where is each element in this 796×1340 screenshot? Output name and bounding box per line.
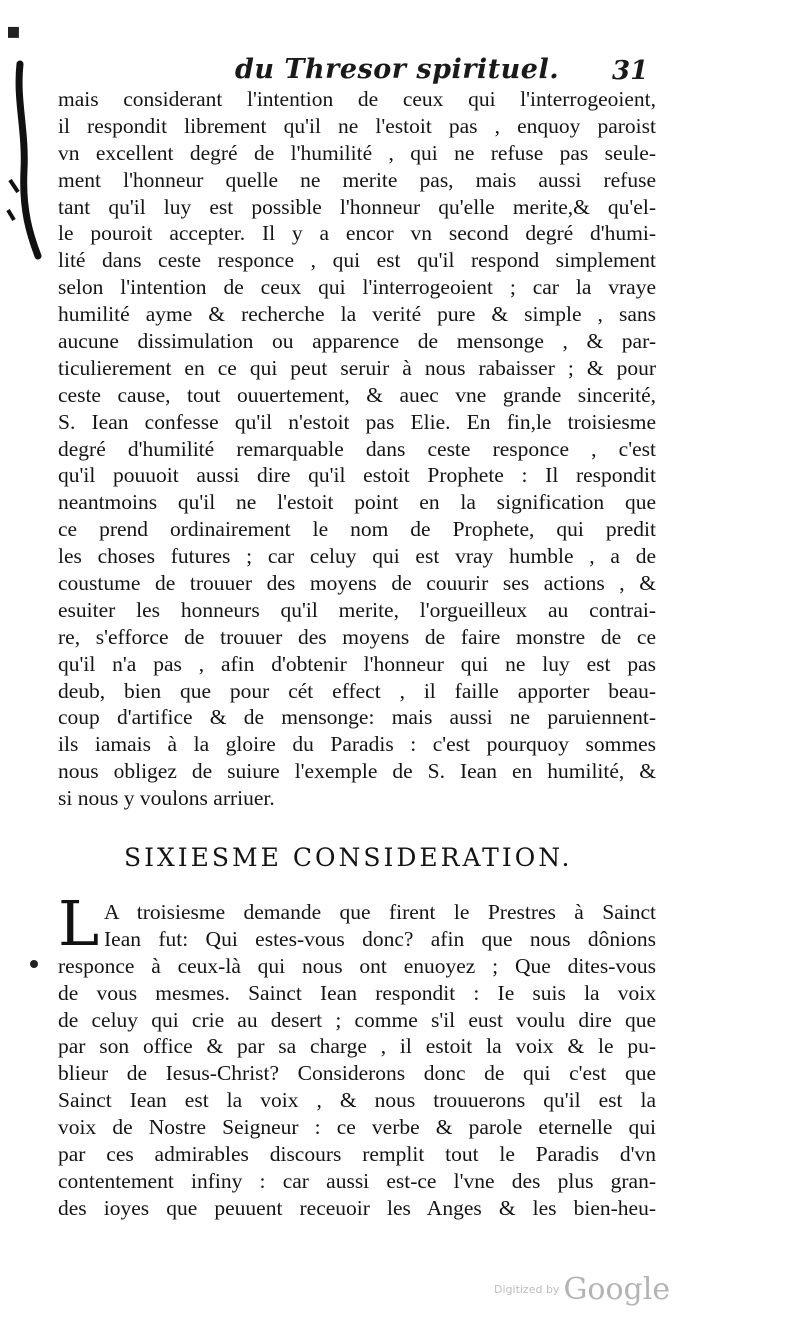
text-line: ceste cause, tout ouuertement, & auec vne grande sincerité,	[58, 382, 656, 407]
text-line: il respondit librement qu'il ne l'estoit pas , enquoy paroist	[58, 113, 656, 138]
text-line: ment l'honneur quelle ne merite pas, mais aussi refuse	[58, 167, 656, 192]
text-line: par son office & par sa charge , il estoit la voix & le pu-	[58, 1034, 656, 1059]
text-line: mais considerant l'intention de ceux qui l'interrogeoient,	[58, 87, 656, 111]
paragraph-consideration	[58, 887, 656, 1222]
page-number: 31	[612, 56, 649, 86]
text-line: degré d'humilité remarquable dans ceste responce , c'est	[58, 436, 656, 461]
running-title: du Thresor spirituel.	[235, 54, 560, 85]
text-line: responce à ceux-là qui nous ont enuoyez ; Que dites-vous	[58, 953, 656, 978]
text-line: les choses futures ; car celuy qui est vray humble , a de	[58, 544, 656, 569]
watermark-prefix: Digitized by	[494, 1283, 560, 1296]
text-line: vn excellent degré de l'humilité , qui ne refuse pas seule-	[58, 140, 656, 165]
text-line: neantmoins qu'il ne l'estoit point en la signification que	[58, 490, 656, 515]
text-line: par ces admirables discours remplit tout le Paradis d'vn	[58, 1142, 656, 1167]
drop-cap: L	[58, 887, 100, 960]
text-line: blieur de Iesus-Christ? Considerons donc de qui c'est que	[58, 1061, 656, 1086]
margin-dot	[30, 960, 38, 968]
digitized-watermark	[494, 1272, 670, 1307]
text-line: qu'il n'a pas , afin d'obtenir l'honneur qui ne luy est pas	[58, 651, 656, 676]
text-line: Iean fut: Qui estes-vous donc? afin que nous dônions	[104, 926, 656, 951]
section-heading: SIXIESME CONSIDERATION.	[124, 843, 573, 872]
text-line: humilité ayme & recherche la verité pure & simple , sans	[58, 302, 656, 327]
text-line: Sainct Iean est la voix , & nous trouuerons qu'il est la	[58, 1088, 656, 1113]
text-line: le pouroit accepter. Il y a encor vn second degré d'humi-	[58, 221, 656, 246]
text-line: deub, bien que pour cét effect , il faille apporter beau-	[58, 678, 656, 703]
text-line: des ioyes que peuuent receuoir les Anges & les bien-heu-	[58, 1195, 656, 1220]
text-line: S. Iean confesse qu'il n'estoit pas Elie. En fin,le troisiesme	[58, 409, 656, 434]
text-line: esuiter les honneurs qu'il merite, l'orgueilleux au contrai-	[58, 597, 656, 622]
text-line: coup d'artifice & de mensonge: mais aussi ne paruiennent-	[58, 705, 656, 730]
corner-mark: ▪	[6, 18, 21, 44]
google-logo: Google	[563, 1272, 671, 1307]
text-line: A troisiesme demande que firent le Prestres à Sainct	[104, 900, 656, 924]
text-line: de celuy qui crie au desert ; comme s'il eust voulu dire que	[58, 1007, 656, 1032]
text-line: ce prend ordinairement le nom de Prophete, qui predit	[58, 517, 656, 542]
text-line: selon l'intention de ceux qui l'interrogeoient ; car la vraye	[58, 275, 656, 300]
text-line: ticulierement en ce qui peut seruir à nous rabaisser ; & pour	[58, 355, 656, 380]
text-line: contentement infiny : car aussi est-ce l'vne des plus gran-	[58, 1168, 656, 1193]
text-line: aucune dissimulation ou apparence de mensonge , & par-	[58, 329, 656, 354]
text-line: re, s'efforce de trouuer des moyens de faire monstre de ce	[58, 624, 656, 649]
text-line: coustume de trouuer des moyens de couurir ses actions , &	[58, 571, 656, 596]
text-line: voix de Nostre Seigneur : ce verbe & parole eternelle qui	[58, 1115, 656, 1140]
margin-ink-stroke	[4, 60, 48, 260]
text-line: qu'il pouuoit aussi dire qu'il estoit Prophete : Il respondit	[58, 463, 656, 488]
text-line: lité dans ceste responce , qui est qu'il respond simplement	[58, 248, 656, 273]
text-line: tant qu'il luy est possible l'honneur qu'elle merite,& qu'el-	[58, 194, 656, 219]
text-line: si nous y voulons arriuer.	[58, 786, 275, 811]
text-line: ils iamais à la gloire du Paradis : c'est pourquoy sommes	[58, 732, 656, 757]
text-line: nous obligez de suiure l'exemple de S. Iean en humilité, &	[58, 759, 656, 784]
text-line: de vous mesmes. Sainct Iean respondit : Ie suis la voix	[58, 980, 656, 1005]
paragraph-continued	[58, 86, 656, 812]
